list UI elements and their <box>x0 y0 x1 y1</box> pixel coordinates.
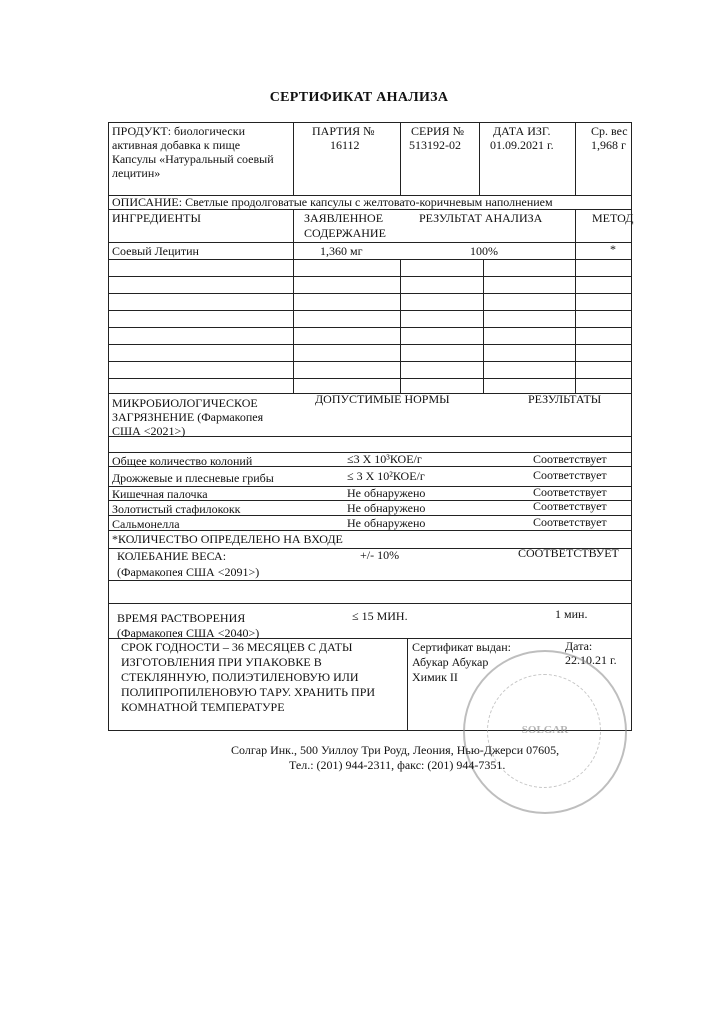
shelf-life-line: ПОЛИПРОПИЛЕНОВУЮ ТАРУ. ХРАНИТЬ ПРИ <box>121 685 376 699</box>
dissolution-result: 1 мин. <box>555 607 588 621</box>
micro-row-norm: ≤3 Х 10³КОЕ/г <box>347 452 422 466</box>
issue-date-value: 22.10.21 г. <box>565 653 617 667</box>
weight-variation-label: КОЛЕБАНИЕ ВЕСА: <box>117 549 227 563</box>
product-label-line: лецитин» <box>112 166 161 180</box>
micro-row-result: Соответствует <box>533 485 607 499</box>
issue-date-label: Дата: <box>565 639 593 653</box>
manufacture-date-label: ДАТА ИЗГ. <box>493 124 551 138</box>
company-seal <box>463 650 627 814</box>
micro-row-norm: Не обнаружено <box>347 516 426 530</box>
result-header: РЕЗУЛЬТАТ АНАЛИЗА <box>419 211 543 225</box>
avg-weight-label: Ср. вес <box>591 124 628 138</box>
micro-row-name: Кишечная палочка <box>112 487 208 501</box>
micro-row-name: Сальмонелла <box>112 517 180 531</box>
shelf-life-line: СРОК ГОДНОСТИ – 36 МЕСЯЦЕВ С ДАТЫ <box>121 640 353 654</box>
issuer-title: Химик II <box>412 670 458 684</box>
footer-address: Солгар Инк., 500 Уиллоу Три Роуд, Леония, Нью-Джерси 07605, <box>231 743 560 757</box>
issued-by-label: Сертификат выдан: <box>412 640 512 654</box>
shelf-life-line: ИЗГОТОВЛЕНИЯ ПРИ УПАКОВКЕ В <box>121 655 322 669</box>
shelf-life-line: КОМНАТНОЙ ТЕМПЕРАТУРЕ <box>121 700 285 714</box>
micro-row-name: Общее количество колоний <box>112 454 253 468</box>
page-title: СЕРТИФИКАТ АНАЛИЗА <box>269 90 449 105</box>
micro-results-header: РЕЗУЛЬТАТЫ <box>528 392 602 406</box>
weight-variation-norm: +/- 10% <box>360 548 400 562</box>
declared-header: ЗАЯВЛЕННОЕ <box>304 211 384 225</box>
declared-header: СОДЕРЖАНИЕ <box>304 226 386 240</box>
footer-phone: Тел.: (201) 944-2311, факс: (201) 944-7351. <box>289 758 506 772</box>
weight-variation-ref: (Фармакопея США <2091>) <box>117 565 260 579</box>
avg-weight-value: 1,968 г <box>591 138 626 152</box>
ingredients-header: ИНГРЕДИЕНТЫ <box>112 211 201 225</box>
micro-row-norm: ≤ 3 Х 10²КОЕ/г <box>347 469 425 483</box>
batch-label: ПАРТИЯ № <box>312 124 375 138</box>
product-label-line: ПРОДУКТ: биологически <box>112 124 245 138</box>
micro-title-line: США <2021>) <box>112 424 186 438</box>
micro-title-line: МИКРОБИОЛОГИЧЕСКОЕ <box>112 396 258 410</box>
ingredient-result: 100% <box>470 244 498 258</box>
micro-norms-header: ДОПУСТИМЫЕ НОРМЫ <box>315 392 450 406</box>
series-value: 513192-02 <box>409 138 461 152</box>
description: ОПИСАНИЕ: Светлые продолговатые капсулы с желтовато-коричневым наполнением <box>112 195 553 209</box>
micro-row-name: Дрожжевые и плесневые грибы <box>112 471 274 485</box>
weight-variation-result: СООТВЕТСТВУЕТ <box>518 546 619 560</box>
note-input-quantity: *КОЛИЧЕСТВО ОПРЕДЕЛЕНО НА ВХОДЕ <box>112 532 343 546</box>
micro-row-result: Соответствует <box>533 515 607 529</box>
micro-row-result: Соответствует <box>533 468 607 482</box>
micro-row-result: Соответствует <box>533 452 607 466</box>
ingredient-method: * <box>610 242 616 256</box>
manufacture-date-value: 01.09.2021 г. <box>490 138 554 152</box>
series-label: СЕРИЯ № <box>411 124 465 138</box>
micro-row-norm: Не обнаружено <box>347 486 426 500</box>
micro-row-norm: Не обнаружено <box>347 501 426 515</box>
micro-row-name: Золотистый стафилококк <box>112 502 241 516</box>
ingredient-name: Соевый Лецитин <box>112 244 199 258</box>
micro-row-result: Соответствует <box>533 499 607 513</box>
product-label-line: Капсулы «Натуральный соевый <box>112 152 274 166</box>
dissolution-norm: ≤ 15 МИН. <box>352 609 408 623</box>
micro-title-line: ЗАГРЯЗНЕНИЕ (Фармакопея <box>112 410 264 424</box>
seal-text: SOLGAR <box>521 724 569 736</box>
product-label-line: активная добавка к пище <box>112 138 241 152</box>
method-header: МЕТОД <box>592 211 634 225</box>
shelf-life-line: СТЕКЛЯННУЮ, ПОЛИЭТИЛЕНОВУЮ ИЛИ <box>121 670 359 684</box>
batch-value: 16112 <box>330 138 360 152</box>
dissolution-label: ВРЕМЯ РАСТВОРЕНИЯ <box>117 611 246 625</box>
issuer-name: Абукар Абукар <box>412 655 489 669</box>
dissolution-ref: (Фармакопея США <2040>) <box>117 626 260 640</box>
ingredient-declared: 1,360 мг <box>320 244 363 258</box>
